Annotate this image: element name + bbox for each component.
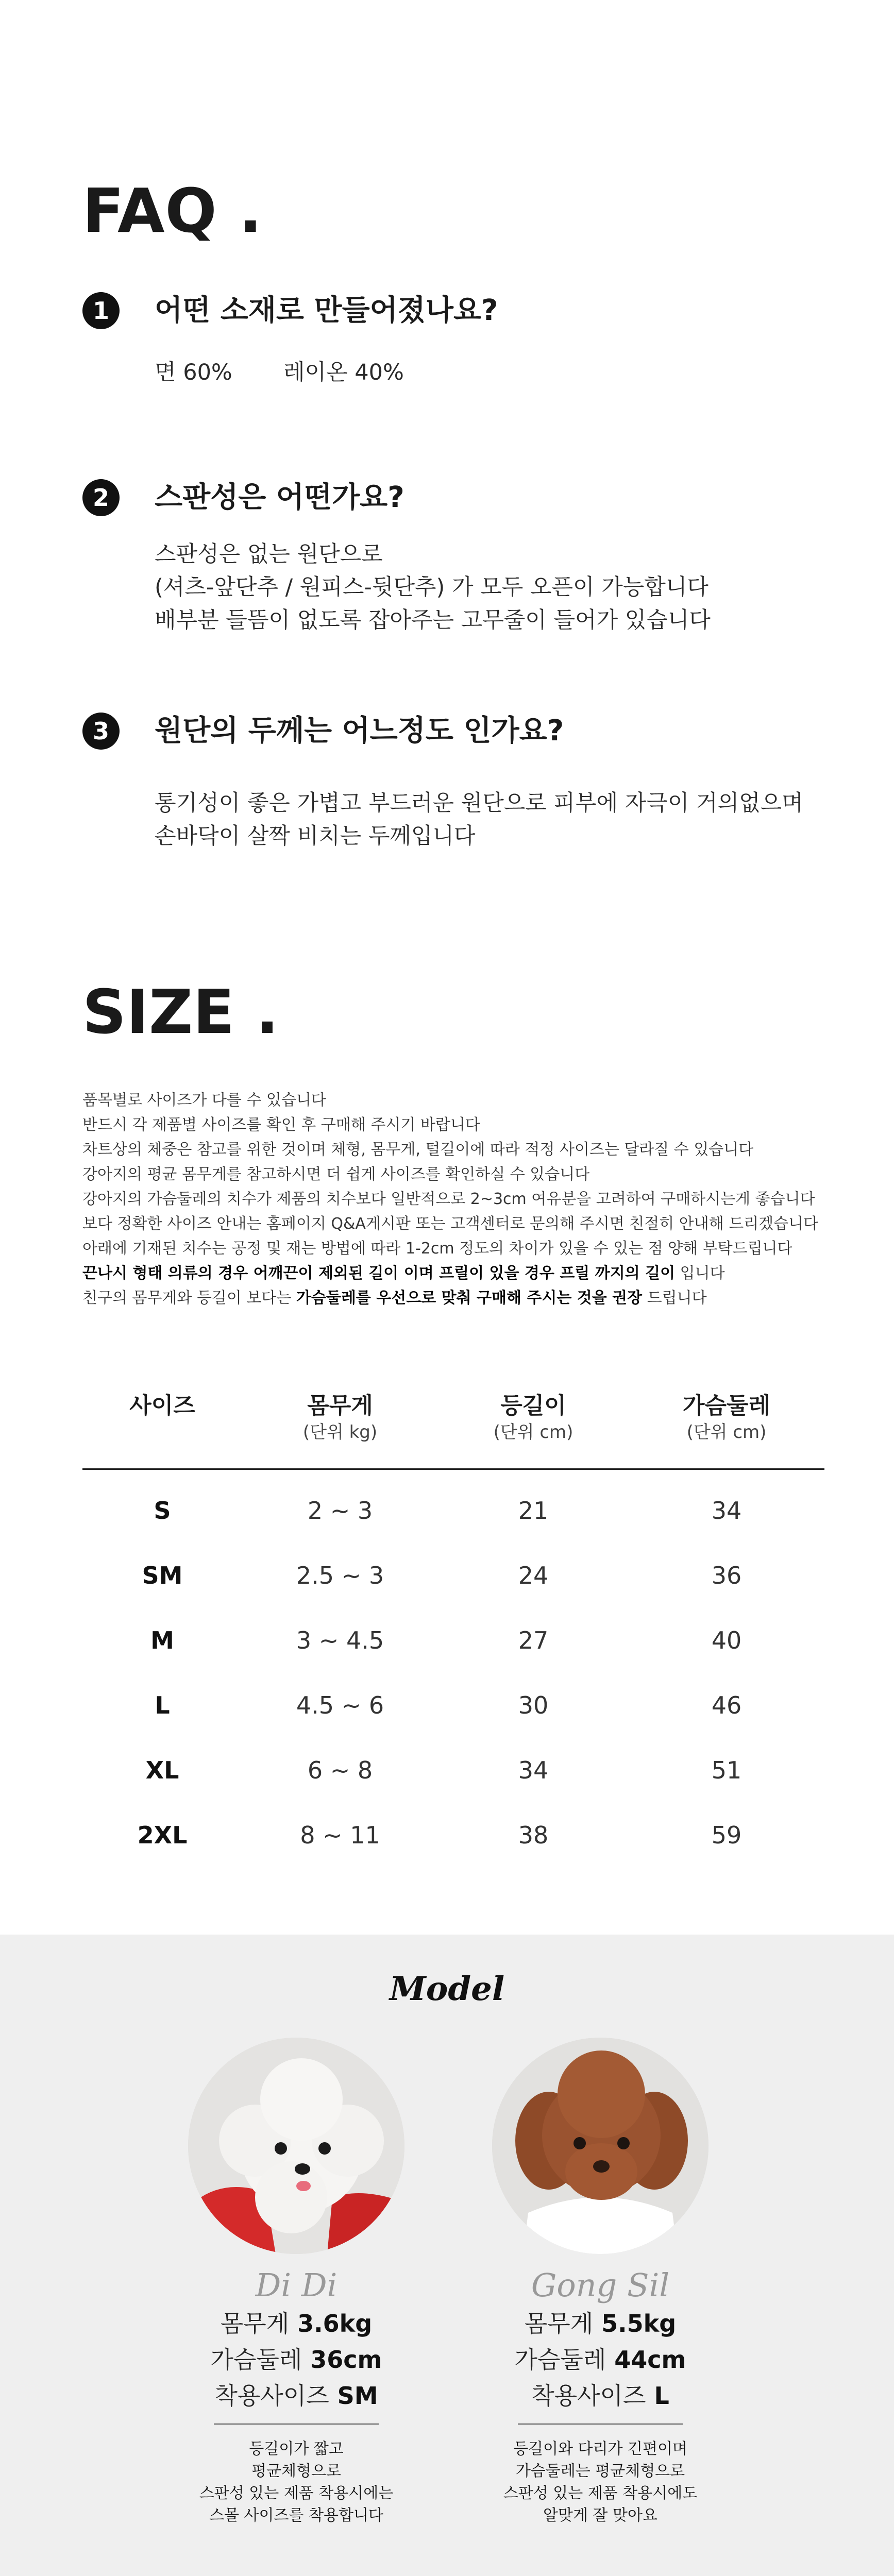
model-weight bbox=[131, 2307, 461, 2340]
description-line: 스판성 있는 제품 착용시에는 bbox=[199, 2484, 394, 2502]
stat-value: 36cm bbox=[310, 2346, 382, 2374]
stat-value: 44cm bbox=[614, 2346, 686, 2374]
faq-item-stretch bbox=[82, 478, 814, 637]
cell-size: S bbox=[154, 1497, 171, 1524]
size-table bbox=[82, 1391, 824, 1868]
stat-value: 5.5kg bbox=[601, 2310, 677, 2337]
faq-question: 스판성은 어떤가요? bbox=[155, 481, 404, 514]
size-title: SIZE . bbox=[82, 976, 279, 1047]
stat-label: 가슴둘레 bbox=[514, 2346, 606, 2374]
number-badge-icon: 1 bbox=[82, 292, 120, 329]
cell-chest: 36 bbox=[711, 1562, 742, 1589]
faq-answer-line: 스판성은 없는 원단으로 bbox=[155, 541, 383, 567]
cell-chest: 34 bbox=[711, 1497, 742, 1524]
faq-answer-line: 손바닥이 살짝 비치는 두께입니다 bbox=[155, 823, 476, 849]
faq-question-row bbox=[82, 711, 814, 751]
cell-back-length: 24 bbox=[518, 1562, 549, 1589]
description-line: 등길이와 다리가 긴편이며 bbox=[513, 2440, 687, 2458]
divider bbox=[518, 2424, 683, 2425]
table-row bbox=[82, 1543, 824, 1608]
cell-chest: 59 bbox=[711, 1821, 742, 1849]
size-note-suffix: 드립니다 bbox=[642, 1289, 707, 1307]
stat-label: 몸무게 bbox=[524, 2310, 594, 2337]
size-note: 반드시 각 제품별 사이즈를 확인 후 구매해 주시기 바랍니다 bbox=[82, 1116, 480, 1134]
stat-value: L bbox=[654, 2382, 669, 2410]
cell-weight: 6 ~ 8 bbox=[307, 1756, 373, 1784]
cell-back-length: 38 bbox=[518, 1821, 549, 1849]
size-note-shoulder bbox=[82, 1261, 824, 1286]
faq-item-thickness bbox=[82, 711, 814, 853]
material-cotton: 면 60% bbox=[155, 360, 232, 385]
column-header-weight bbox=[242, 1391, 438, 1468]
column-header-label: 사이즈 bbox=[129, 1393, 195, 1419]
number-badge-icon: 3 bbox=[82, 713, 120, 750]
model-photo-didi bbox=[188, 2038, 404, 2254]
model-name: Gong Sil bbox=[531, 2266, 670, 2304]
divider bbox=[214, 2424, 379, 2425]
cell-back-length: 30 bbox=[518, 1691, 549, 1719]
stat-label: 몸무게 bbox=[220, 2310, 290, 2337]
faq-answer-line: (셔츠-앞단추 / 원피스-뒷단추) 가 모두 오픈이 가능합니다 bbox=[155, 574, 709, 600]
model-card-gongsil bbox=[435, 2038, 765, 2527]
description-line: 가슴둘레는 평균체형으로 bbox=[515, 2462, 685, 2480]
description-line: 알맞게 잘 맞아요 bbox=[543, 2506, 657, 2524]
cell-chest: 46 bbox=[711, 1691, 742, 1719]
stat-value: 3.6kg bbox=[297, 2310, 373, 2337]
faq-item-material bbox=[82, 291, 814, 389]
table-row bbox=[82, 1478, 824, 1543]
stat-label: 착용사이즈 bbox=[214, 2382, 329, 2410]
faq-answer bbox=[155, 356, 814, 389]
material-rayon: 레이온 40% bbox=[283, 360, 404, 385]
size-note-prefix: 친구의 몸무게와 등길이 보다는 bbox=[82, 1289, 296, 1307]
faq-question: 어떤 소재로 만들어졌나요? bbox=[155, 294, 498, 327]
model-heading: Model bbox=[389, 1970, 505, 2008]
table-row bbox=[82, 1673, 824, 1738]
cell-chest: 40 bbox=[711, 1626, 742, 1654]
model-name: Di Di bbox=[255, 2266, 338, 2304]
model-fit-size bbox=[435, 2379, 765, 2412]
size-note: 품목별로 사이즈가 다를 수 있습니다 bbox=[82, 1091, 326, 1109]
cell-back-length: 34 bbox=[518, 1756, 549, 1784]
column-header-size bbox=[82, 1391, 242, 1468]
faq-answer bbox=[155, 538, 814, 637]
cell-size: M bbox=[150, 1626, 174, 1654]
model-card-didi bbox=[131, 2038, 461, 2527]
model-weight bbox=[435, 2307, 765, 2340]
size-note-bold: 끈나시 형태 의류의 경우 어깨끈이 제외된 길이 이며 프릴이 있을 경우 프릴 까지의 길이 bbox=[82, 1264, 676, 1282]
description-line: 스판성 있는 제품 착용시에도 bbox=[503, 2484, 698, 2502]
table-header-row bbox=[82, 1391, 824, 1470]
column-header-back-length bbox=[438, 1391, 629, 1468]
faq-question-row bbox=[82, 478, 814, 517]
size-note: 보다 정확한 사이즈 안내는 홈페이지 Q&A게시판 또는 고객센터로 문의해 주시면 친절히 안내해 드리겠습니다 bbox=[82, 1215, 819, 1233]
stat-label: 착용사이즈 bbox=[531, 2382, 646, 2410]
cell-weight: 2 ~ 3 bbox=[307, 1497, 373, 1524]
model-description bbox=[435, 2438, 765, 2527]
column-header-label: 몸무게 bbox=[307, 1393, 373, 1419]
column-header-unit: (단위 cm) bbox=[686, 1422, 767, 1443]
cell-size: XL bbox=[145, 1756, 179, 1784]
model-chest bbox=[131, 2343, 461, 2376]
column-header-chest bbox=[629, 1391, 824, 1468]
description-line: 평균체형으로 bbox=[251, 2462, 341, 2480]
stat-label: 가슴둘레 bbox=[210, 2346, 302, 2374]
faq-answer bbox=[155, 787, 814, 853]
table-row bbox=[82, 1608, 824, 1673]
cell-chest: 51 bbox=[711, 1756, 742, 1784]
size-note-bold: 가슴둘레를 우선으로 맞춰 구매해 주시는 것을 권장 bbox=[296, 1289, 643, 1307]
faq-question: 원단의 두께는 어느정도 인가요? bbox=[155, 714, 564, 748]
model-description bbox=[131, 2438, 461, 2527]
size-note-suffix: 입니다 bbox=[675, 1264, 725, 1282]
column-header-label: 가슴둘레 bbox=[682, 1393, 770, 1419]
faq-answer-line: 배부분 들뜸이 없도록 잡아주는 고무줄이 들어가 있습니다 bbox=[155, 607, 711, 633]
size-note-chest bbox=[82, 1286, 824, 1311]
cell-size: L bbox=[155, 1691, 170, 1719]
brown-poodle-image bbox=[492, 2038, 709, 2254]
column-header-unit: (단위 kg) bbox=[302, 1422, 378, 1443]
description-line: 등길이가 짧고 bbox=[249, 2440, 344, 2458]
faq-title: FAQ . bbox=[82, 175, 263, 246]
cell-weight: 2.5 ~ 3 bbox=[296, 1562, 384, 1589]
size-note: 아래에 기재된 치수는 공정 및 재는 방법에 따라 1-2cm 정도의 차이가 있을 수 있는 점 양해 부탁드립니다 bbox=[82, 1240, 792, 1258]
table-row bbox=[82, 1803, 824, 1868]
cell-weight: 3 ~ 4.5 bbox=[296, 1626, 384, 1654]
size-note: 강아지의 가슴둘레의 치수가 제품의 치수보다 일반적으로 2~3cm 여유분을 고려하여 구매하시는게 좋습니다 bbox=[82, 1190, 815, 1208]
table-body bbox=[82, 1478, 824, 1868]
faq-question-row bbox=[82, 291, 814, 330]
column-header-unit: (단위 cm) bbox=[493, 1422, 573, 1443]
cell-size: 2XL bbox=[137, 1821, 188, 1849]
table-row bbox=[82, 1738, 824, 1803]
stat-value: SM bbox=[337, 2382, 378, 2410]
size-note: 차트상의 체중은 참고를 위한 것이며 체형, 몸무게, 털길이에 따라 적정 사이즈는 달라질 수 있습니다 bbox=[82, 1141, 754, 1159]
cell-size: SM bbox=[142, 1562, 183, 1589]
size-notes bbox=[82, 1088, 824, 1311]
model-section bbox=[0, 1935, 894, 2576]
white-poodle-image bbox=[188, 2038, 404, 2254]
column-header-label: 등길이 bbox=[500, 1393, 566, 1419]
cell-back-length: 27 bbox=[518, 1626, 549, 1654]
model-chest bbox=[435, 2343, 765, 2376]
size-note: 강아지의 평균 몸무게를 참고하시면 더 쉽게 사이즈를 확인하실 수 있습니다 bbox=[82, 1165, 590, 1183]
cell-back-length: 21 bbox=[518, 1497, 549, 1524]
cell-weight: 8 ~ 11 bbox=[300, 1821, 380, 1849]
model-photo-gongsil bbox=[492, 2038, 709, 2254]
faq-answer-line: 통기성이 좋은 가볍고 부드러운 원단으로 피부에 자극이 거의없으며 bbox=[155, 790, 803, 816]
number-badge-icon: 2 bbox=[82, 479, 120, 516]
cell-weight: 4.5 ~ 6 bbox=[296, 1691, 384, 1719]
description-line: 스몰 사이즈를 착용합니다 bbox=[209, 2506, 383, 2524]
material-list bbox=[155, 356, 814, 389]
model-fit-size bbox=[131, 2379, 461, 2412]
